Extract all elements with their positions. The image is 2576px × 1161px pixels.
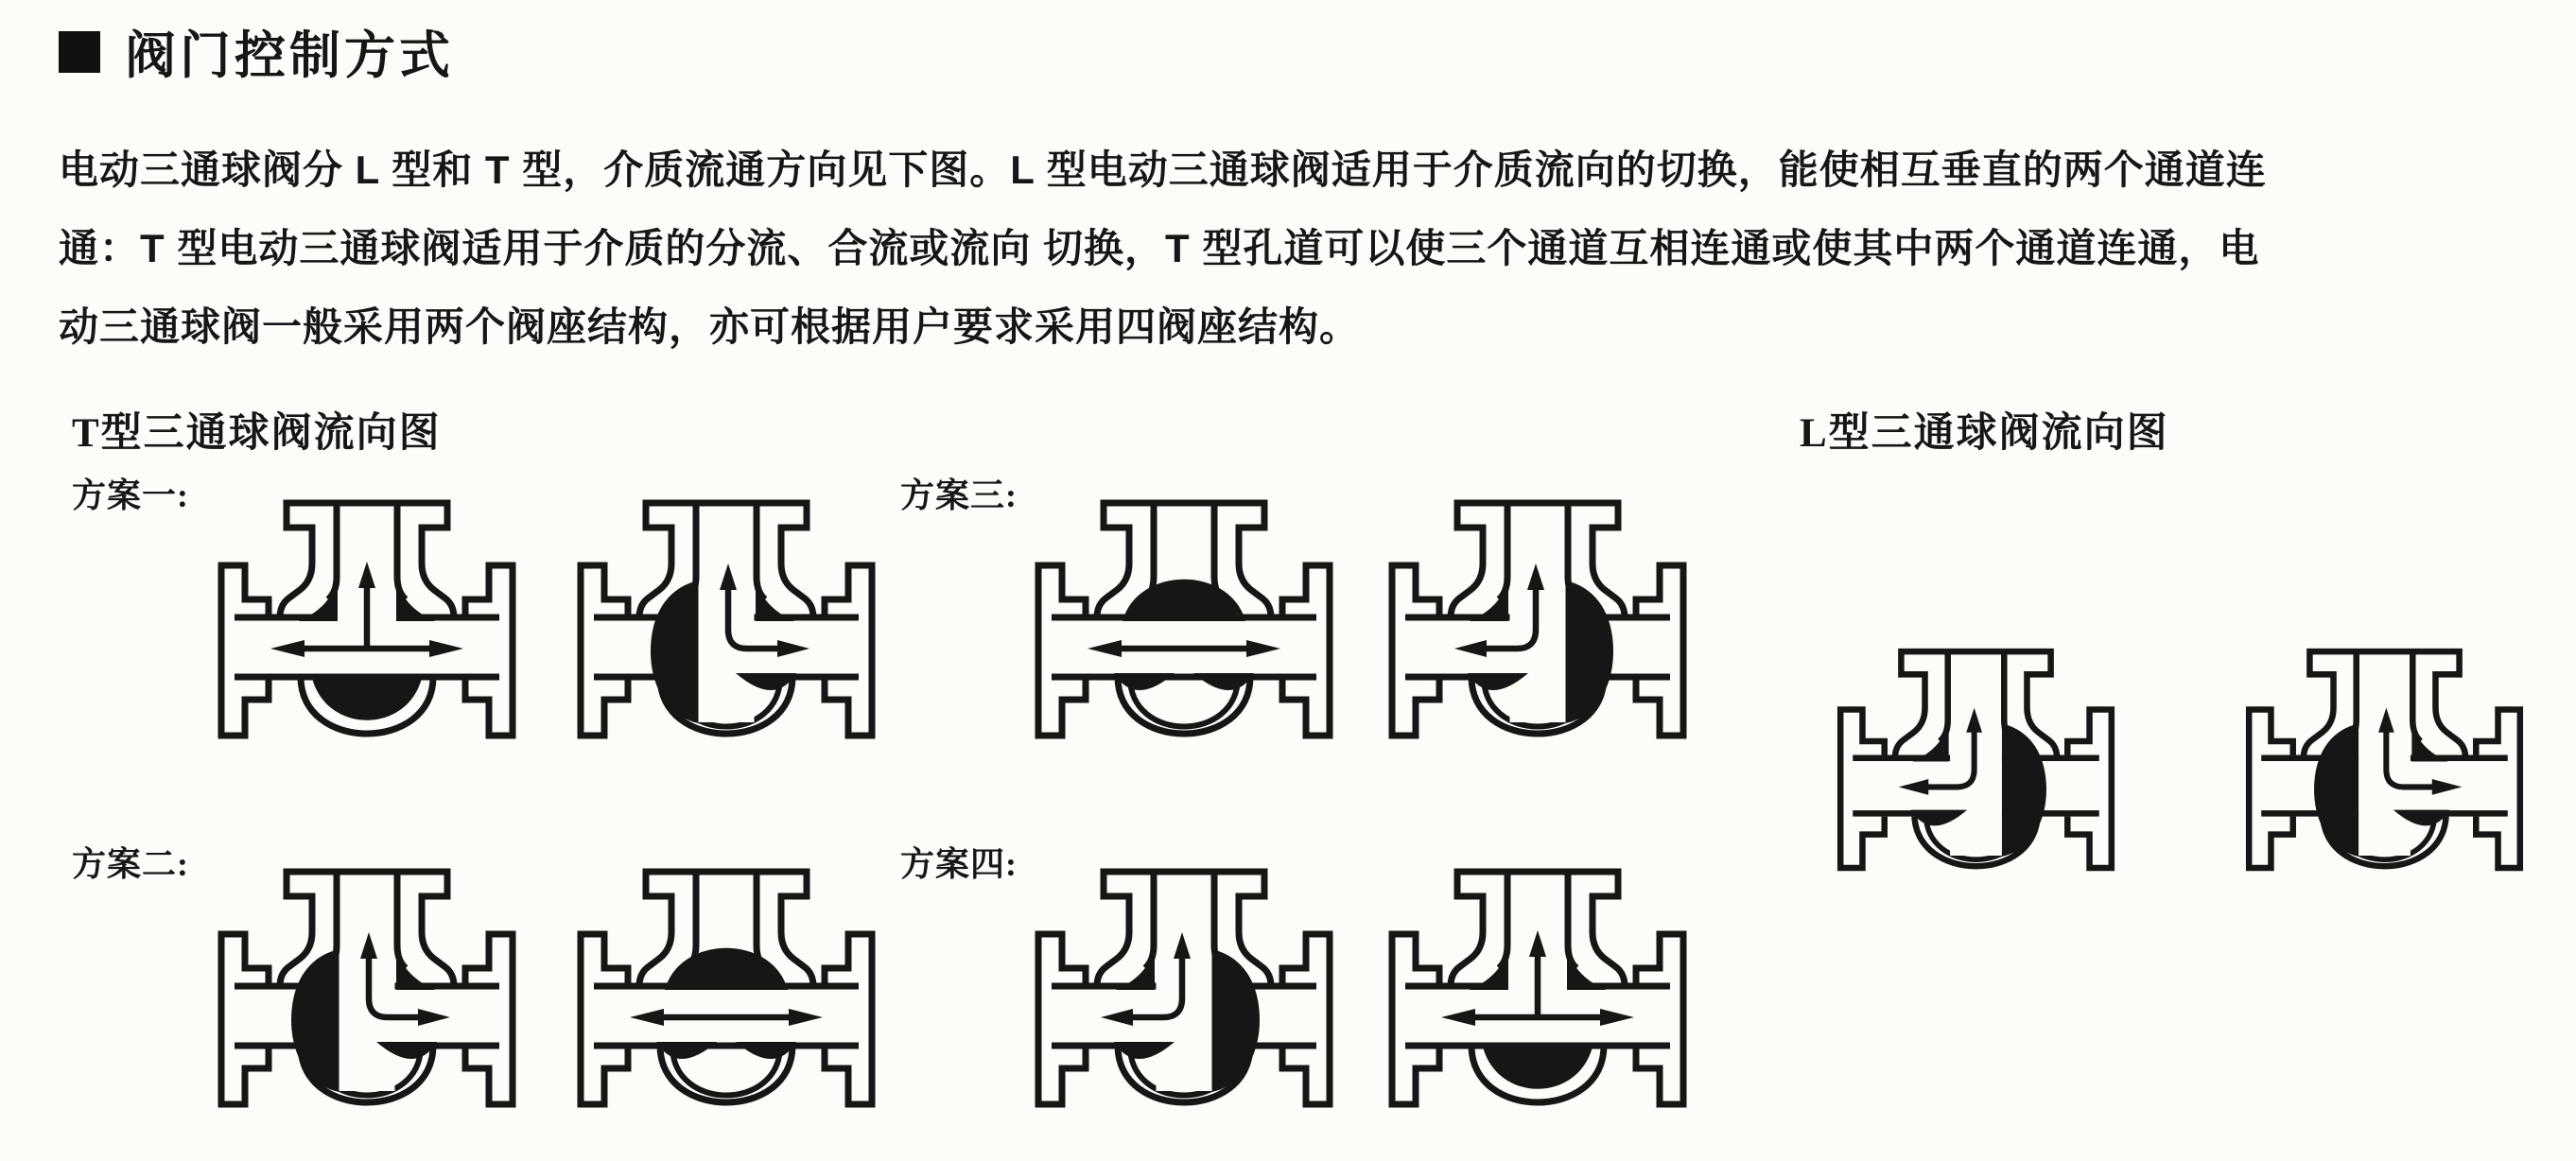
valve-diagram-scheme3-position1	[1014, 490, 1354, 778]
intro-line-3: 动三通球阀一般采用两个阀座结构，亦可根据用户要求采用四阀座结构。	[59, 304, 1361, 349]
valve-diagram-scheme2-position1	[197, 858, 537, 1147]
page-title-text: 阀门控制方式	[125, 27, 454, 84]
valve-diagram-scheme3-position2	[1367, 490, 1708, 778]
valve-diagram-scheme4-position1	[1014, 858, 1354, 1147]
intro-line-1: 电动三通球阀分 L 型和 T 型，介质流通方向见下图。L 型电动三通球阀适用于介质流向的切换，能使相互垂直的两个通道连	[59, 147, 2267, 192]
valve-diagram-ltype-position1	[1818, 639, 2134, 908]
intro-paragraph	[59, 130, 2517, 366]
valve-diagram-scheme1-position1	[197, 490, 537, 778]
square-bullet-icon	[59, 31, 100, 73]
intro-line-2: 通：T 型电动三通球阀适用于介质的分流、合流或流向 切换，T 型孔道可以使三个通道互相连通或使其中两个通道连通，电	[59, 226, 2260, 270]
valve-diagram-scheme4-position2	[1367, 858, 1708, 1147]
scheme-2-label: 方案二:	[72, 845, 189, 883]
valve-diagram-scheme1-position2	[556, 490, 896, 778]
page-title	[59, 15, 454, 88]
scheme-3-label: 方案三:	[900, 477, 1018, 514]
valve-diagram-scheme2-position2	[556, 858, 896, 1147]
scheme-1-label: 方案一:	[72, 477, 189, 514]
l-type-flow-diagram-heading: L型三通球阀流向图	[1800, 411, 2169, 456]
valve-diagram-ltype-position2	[2226, 639, 2543, 908]
t-type-flow-diagram-heading: T型三通球阀流向图	[72, 411, 442, 456]
scheme-4-label: 方案四:	[900, 845, 1018, 883]
